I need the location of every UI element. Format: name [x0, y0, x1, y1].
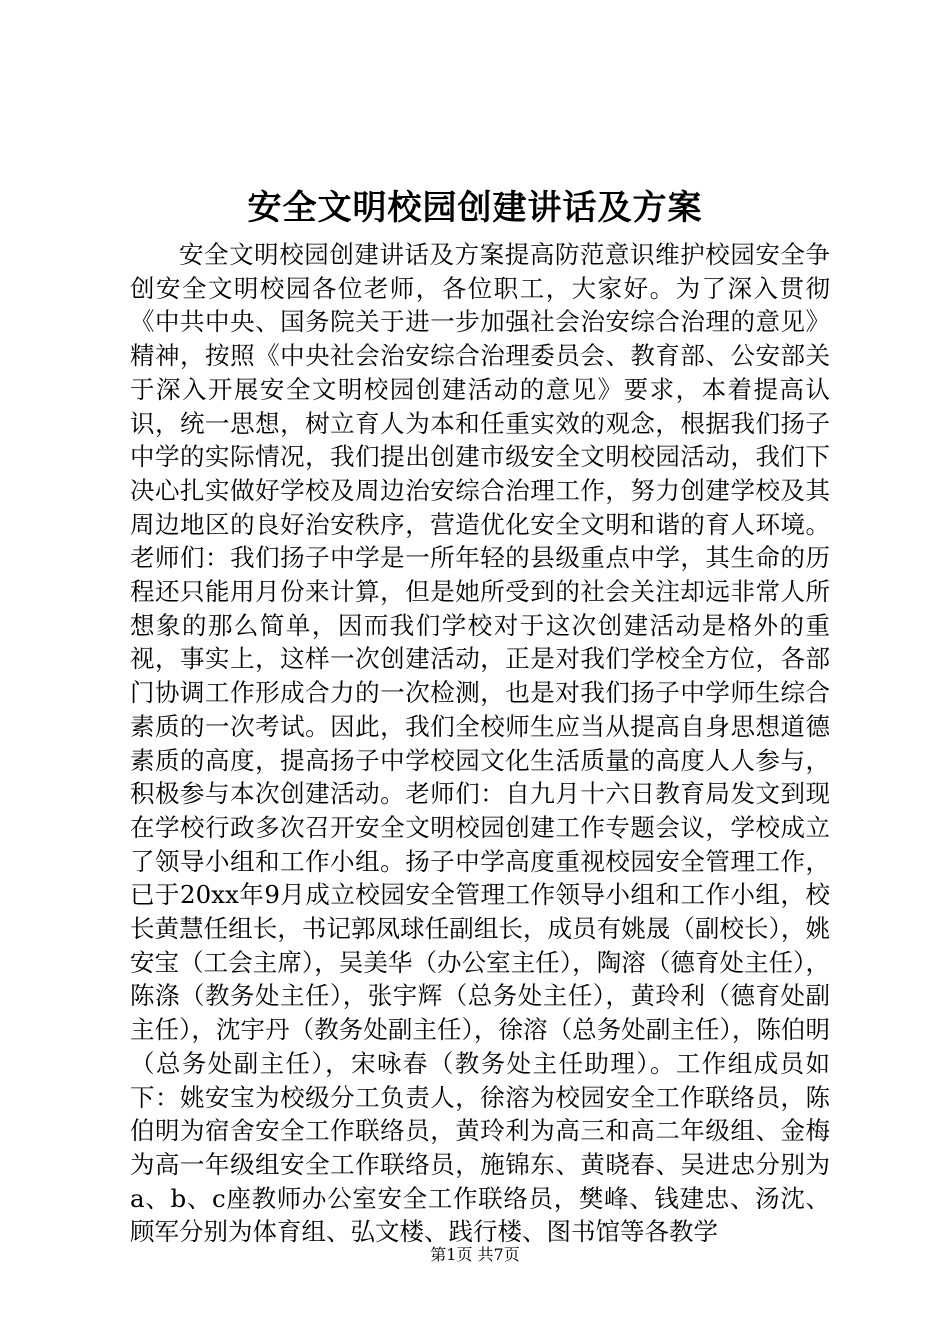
document-title: 安全文明校园创建讲话及方案: [247, 188, 703, 228]
document-body-paragraph: 安全文明校园创建讲话及方案提高防范意识维护校园安全争创安全文明校园各位老师，各位职工，大家好。为了深入贯彻《中共中央、国务院关于进一步加强社会治安综合治理的意见》精神，按照《中央社会治安综合治理委员会、教育部、公安部关于深入开展安全文明校园创建活动的意见》要求，本着提高认识，统一思想，树立育人为本和任重实效的观念，根据我们扬子中学的实际情况，我们提出创建市级安全文明校园活动，我们下决心扎实做好学校及周边治安综合治理工作，努力创建学校及其周边地区的良好治安秩序，营造优化安全文明和谐的育人环境。老师们：我们扬子中学是一所年轻的县级重点中学，其生命的历程还只能用月份来计算，但是她所受到的社会关注却远非常人所想象的那么简单，因而我们学校对于这次创建活动是格外的重视，事实上，这样一次创建活动，正是对我们学校全方位，各部门协调工作形成合力的一次检测，也是对我们扬子中学师生综合素质的一次考试。因此，我们全校师生应当从提高自身思想道德素质的高度，提高扬子中学校园文化生活质量的高度人人参与，积极参与本次创建活动。老师们：自九月十六日教育局发文到现在学校行政多次召开安全文明校园创建工作专题会议，学校成立了领导小组和工作小组。扬子中学高度重视校园安全管理工作，已于20xx年9月成立校园安全管理工作领导小组和工作小组，校长黄慧任组长，书记郭凤球任副组长，成员有姚晟（副校长），姚安宝（工会主席），吴美华（办公室主任），陶溶（德育处主任），陈涤（教务处主任），张宇辉（总务处主任），黄玲利（德育处副主任），沈宇丹（教务处副主任），徐溶（总务处副主任），陈伯明（总务处副主任），宋咏春（教务处主任助理）。工作组成员如下：姚安宝为校级分工负责人，徐溶为校园安全工作联络员，陈伯明为宿舍安全工作联络员，黄玲利为高三和高二年级组、金梅为高一年级组安全工作联络员，施锦东、黄晓春、吴进忠分别为a、b、c座教师办公室安全工作联络员，樊峰、钱建忠、汤沈、顾军分别为体育组、弘文楼、践行楼、图书馆等各教学: [130, 240, 830, 1247]
page-number-footer: 第1页 共7页: [430, 1245, 520, 1264]
